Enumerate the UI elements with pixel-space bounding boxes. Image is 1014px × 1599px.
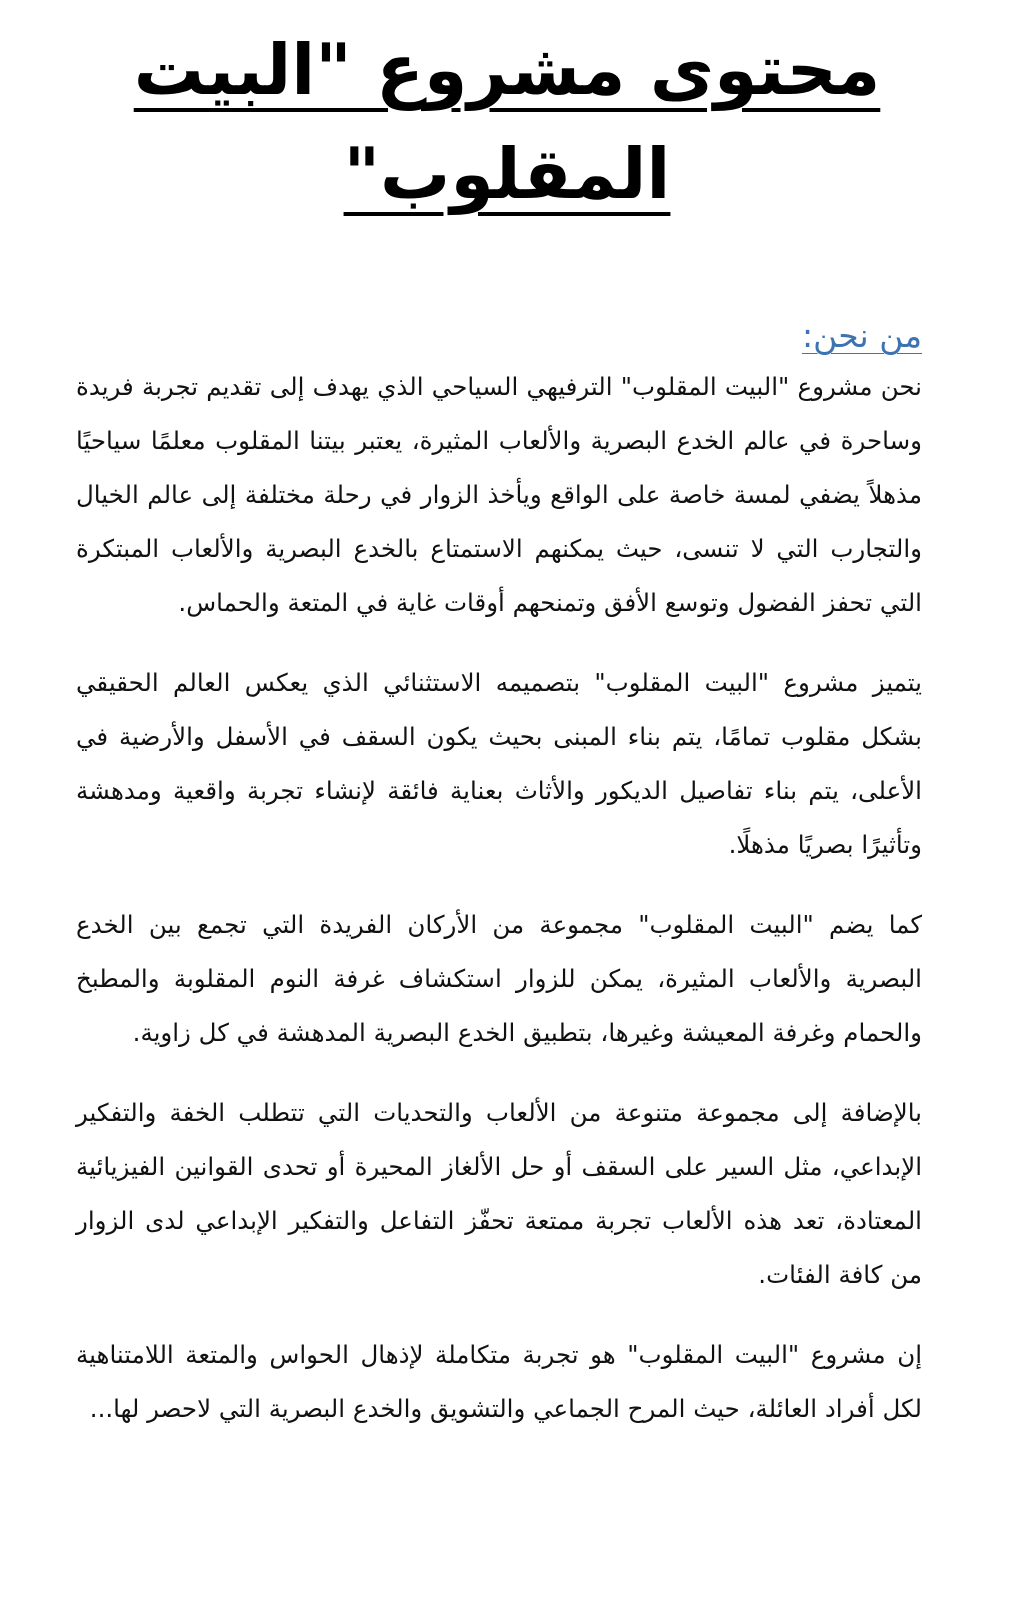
page-title-text: محتوى مشروع "البيت المقلوب" xyxy=(133,29,881,215)
paragraph-corners: كما يضم "البيت المقلوب" مجموعة من الأركان الفريدة التي تجمع بين الخدع البصرية والألعاب المثيرة، يمكن للزوار استكشاف غرفة النوم المقلوبة والمطبخ والحمام وغرفة المعيشة وغيرها، بتطبيق الخدع البصرية المدهشة في كل زاوية. xyxy=(76,910,922,1047)
paragraph-games: بالإضافة إلى مجموعة متنوعة من الألعاب والتحديات التي تتطلب الخفة والتفكير الإبداعي، مثل السير على السقف أو حل الألغاز المحيرة أو تحدى القوانين الفيزيائية المعتادة، تعد هذه الألعاب تجربة ممتعة تحفّز التفاعل والتفكير الإبداعي لدى الزوار من كافة الفئات. xyxy=(76,1098,922,1289)
paragraph-intro: نحن مشروع "البيت المقلوب" الترفيهي السياحي الذي يهدف إلى تقديم تجربة فريدة وساحرة في عالم الخدع البصرية والألعاب المثيرة، يعتبر بيتنا المقلوب معلمًا سياحيًا مذهلاً يضفي لمسة خاصة على الواقع ويأخذ الزوار في رحلة مختلفة إلى عالم الخيال والتجارب التي لا تنسى، حيث يمكنهم الاستمتاع بالخدع البصرية والألعاب المبتكرة التي تحفز الفضول وتوسع الأفق وتمنحهم أوقات غاية في المتعة والحماس. xyxy=(76,372,922,617)
page-title xyxy=(60,18,954,226)
paragraph-design: يتميز مشروع "البيت المقلوب" بتصميمه الاستثنائي الذي يعكس العالم الحقيقي بشكل مقلوب تمامًا، يتم بناء المبنى بحيث يكون السقف في الأسفل والأرضية في الأعلى، يتم بناء تفاصيل الديكور والأثاث بعناية فائقة لإنشاء تجربة واقعية ومدهشة وتأثيرًا بصريًا مذهلًا. xyxy=(76,668,922,859)
document-body xyxy=(76,360,922,1462)
section-heading-about-us: من نحن: xyxy=(801,316,922,355)
paragraph-conclusion: إن مشروع "البيت المقلوب" هو تجربة متكاملة لإذهال الحواس والمتعة اللامتناهية لكل أفراد العائلة، حيث المرح الجماعي والتشويق والخدع البصرية التي لاحصر لها... xyxy=(76,1340,922,1423)
